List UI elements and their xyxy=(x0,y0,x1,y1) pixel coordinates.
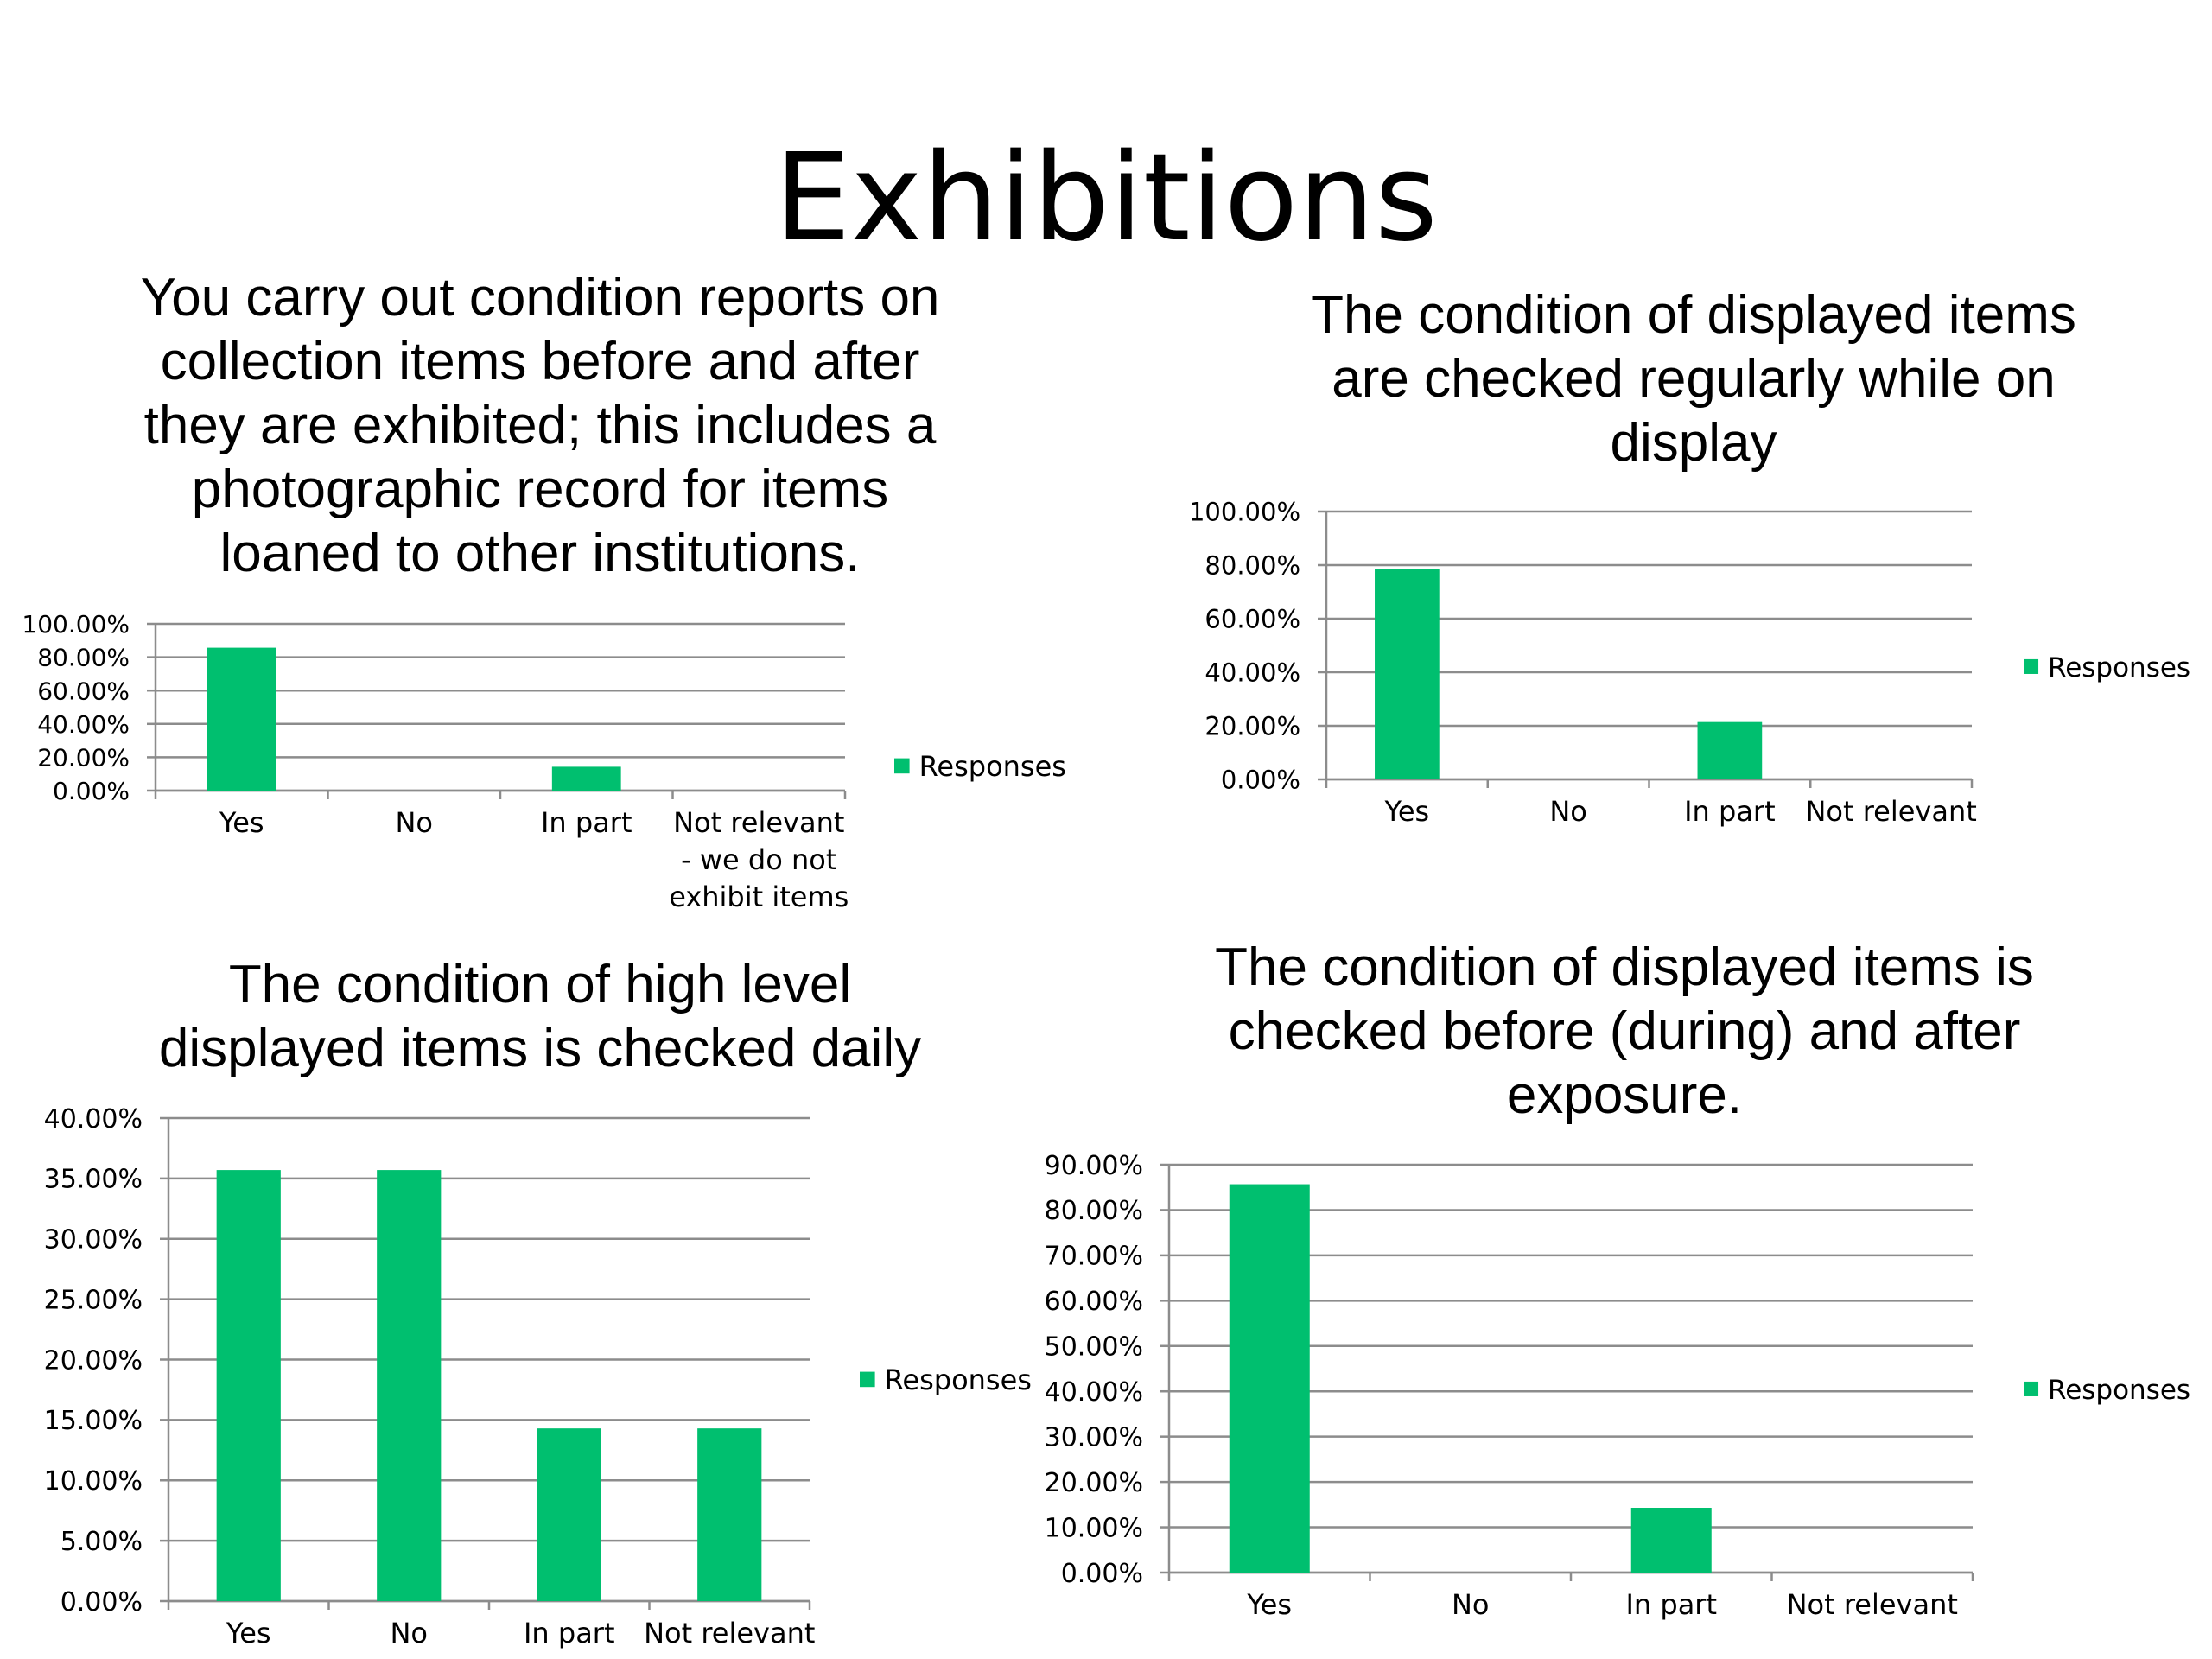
y-tick-label: 20.00% xyxy=(1044,1467,1143,1498)
y-tick-label: 40.00% xyxy=(1205,658,1300,688)
legend-label: Responses xyxy=(918,750,1066,784)
y-tick-label: 10.00% xyxy=(43,1466,143,1497)
y-tick-label: 100.00% xyxy=(1188,497,1300,527)
bar xyxy=(1631,1508,1712,1573)
y-tick-label: 0.00% xyxy=(1220,765,1300,795)
y-tick-label: 0.00% xyxy=(60,1586,143,1618)
legend-label: Responses xyxy=(884,1363,1032,1397)
x-category-label: Not relevant xyxy=(1805,795,1977,828)
x-category-label: Yes xyxy=(226,1617,271,1649)
y-tick-label: 5.00% xyxy=(60,1526,143,1557)
chart-1-title: You carry out condition reports on collection items before and after they are exhibited; this includes a photographic record for items loaned to other institutions. xyxy=(140,268,940,583)
y-tick-label: 40.00% xyxy=(43,1103,143,1135)
y-tick-label: 100.00% xyxy=(22,610,130,639)
x-category-label: Not relevant xyxy=(644,1617,816,1649)
x-category-label: In part xyxy=(540,806,632,839)
legend-swatch xyxy=(2024,1382,2038,1396)
page-title: Exhibitions xyxy=(774,128,1438,269)
y-tick-label: 20.00% xyxy=(37,743,130,772)
legend-label: Responses xyxy=(2048,1374,2191,1406)
y-tick-label: 90.00% xyxy=(1044,1150,1143,1181)
y-tick-label: 80.00% xyxy=(37,643,130,672)
y-tick-label: 80.00% xyxy=(1205,550,1300,581)
legend-label: Responses xyxy=(2048,652,2191,683)
y-tick-label: 80.00% xyxy=(1044,1196,1143,1227)
x-category-label: In part xyxy=(1684,795,1776,828)
chart-2-title: The condition of displayed items are checked regularly while on display xyxy=(1311,285,2076,473)
y-tick-label: 25.00% xyxy=(43,1285,143,1316)
y-tick-label: 50.00% xyxy=(1044,1332,1143,1363)
y-tick-label: 20.00% xyxy=(1205,711,1300,741)
x-category-label: No xyxy=(1451,1588,1490,1621)
x-category-label: No xyxy=(1549,795,1587,828)
y-tick-label: 60.00% xyxy=(1044,1287,1143,1318)
x-category-label: Not relevant xyxy=(1786,1588,1958,1621)
x-category-label: No xyxy=(395,806,434,839)
y-tick-label: 40.00% xyxy=(1044,1377,1143,1408)
x-category-label: Yes xyxy=(1247,1588,1293,1621)
x-category-label: Not relevant - we do not exhibit items xyxy=(669,806,849,913)
x-category-label: In part xyxy=(523,1617,615,1649)
y-tick-label: 35.00% xyxy=(43,1164,143,1195)
y-tick-label: 30.00% xyxy=(43,1224,143,1255)
y-tick-label: 0.00% xyxy=(53,777,130,806)
x-category-label: No xyxy=(390,1617,429,1649)
x-category-label: Yes xyxy=(219,806,264,839)
x-category-label: Yes xyxy=(1384,795,1430,828)
y-tick-label: 0.00% xyxy=(1060,1558,1143,1589)
y-tick-label: 70.00% xyxy=(1044,1241,1143,1272)
chart-4-title: The condition of displayed items is checked before (during) and after exposure. xyxy=(1215,938,2034,1125)
x-category-label: In part xyxy=(1625,1588,1718,1621)
y-tick-label: 40.00% xyxy=(37,709,130,739)
y-tick-label: 60.00% xyxy=(1205,604,1300,634)
y-tick-label: 15.00% xyxy=(43,1406,143,1437)
y-tick-label: 10.00% xyxy=(1044,1513,1143,1544)
chart-3-title: The condition of high level displayed items is checked daily xyxy=(158,955,922,1078)
y-tick-label: 60.00% xyxy=(37,677,130,706)
y-tick-label: 20.00% xyxy=(43,1345,143,1376)
y-tick-label: 30.00% xyxy=(1044,1422,1143,1453)
bar xyxy=(1230,1185,1310,1573)
